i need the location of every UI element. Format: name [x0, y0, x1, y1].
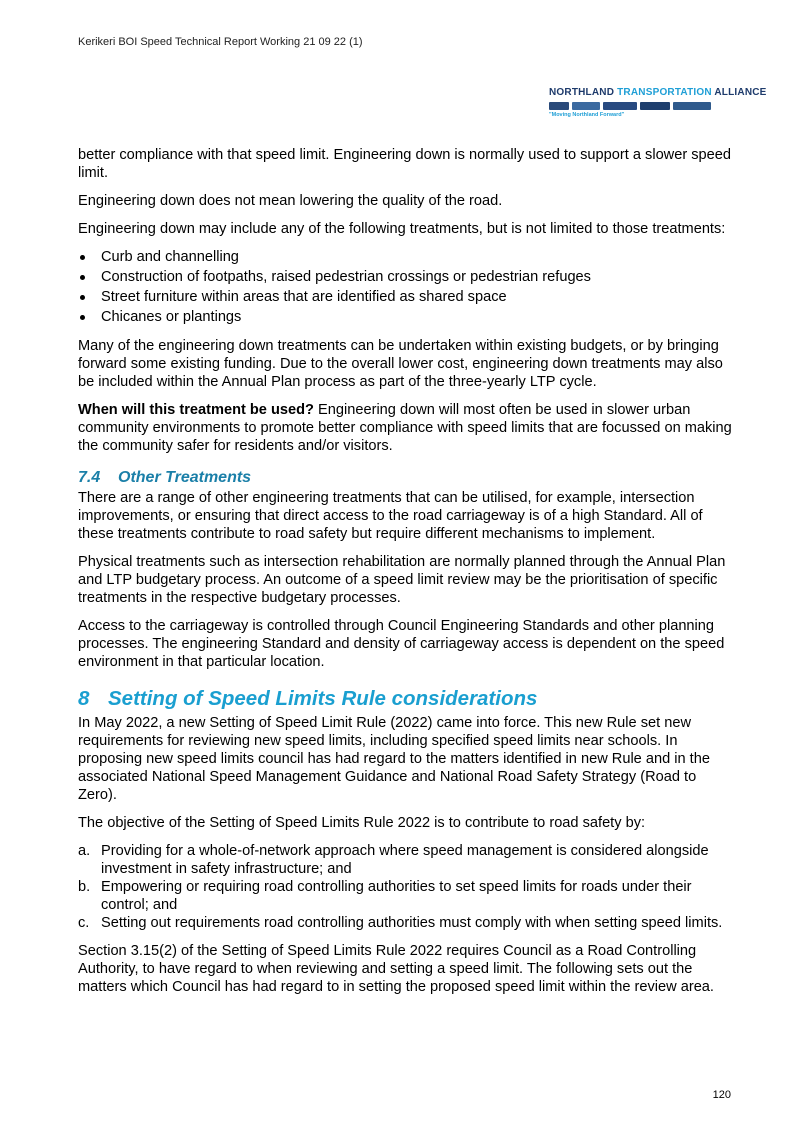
- list-item: Curb and channelling: [78, 248, 732, 266]
- paragraph: Many of the engineering down treatments can be undertaken within existing budgets, or by bringing forward some existing funding. Due to the overall lower cost, engineering down treatments may also be included within the Annual Plan process as part of the three-yearly LTP cycle.: [78, 338, 723, 390]
- list-item: [78, 878, 732, 914]
- section-number: 7.4: [78, 469, 101, 486]
- paragraph: There are a range of other engineering treatments that can be utilised, for example, intersection improvements, or ensuring that direct access to the road carriageway is of a high Standard. All of these treatments contribute to road safety but require different mechanisms to implement.: [78, 490, 703, 542]
- northland-regional-council-logo-icon: [640, 102, 670, 110]
- list-item-text: Providing for a whole-of-network approach where speed management is considered alongside investment in safety infrastructure; and: [101, 843, 709, 877]
- list-item: [78, 842, 732, 878]
- document-header-title: Kerikeri BOI Speed Technical Report Working 21 09 22 (1): [78, 36, 363, 48]
- waka-kotahi-logo-icon: [673, 102, 711, 110]
- page-body: [78, 146, 732, 1006]
- list-item: Chicanes or plantings: [78, 308, 732, 326]
- objective-list: [78, 842, 732, 932]
- partner-logos: [549, 100, 725, 112]
- logo-name: [549, 87, 767, 99]
- paragraph: Section 3.15(2) of the Setting of Speed Limits Rule 2022 requires Council as a Road Controlling Authority, to have regard to when reviewing and setting a speed limit. The following sets out the matters which Council has had regard to in setting the proposed speed limit within the review area.: [78, 943, 714, 995]
- paragraph: better compliance with that speed limit. Engineering down is normally used to support a slower speed limit.: [78, 147, 732, 181]
- list-item: Construction of footpaths, raised pedestrian crossings or pedestrian refuges: [78, 268, 732, 286]
- list-letter: b.: [78, 879, 91, 895]
- section-heading-7-4: [78, 469, 732, 487]
- list-letter: a.: [78, 843, 91, 859]
- logo-name-part2: TRANSPORTATION: [617, 87, 712, 98]
- list-item: Street furniture within areas that are identified as shared space: [78, 288, 732, 306]
- paragraph: Physical treatments such as intersection rehabilitation are normally planned through the Annual Plan and LTP budgetary process. An outcome of a speed limit review may be the prioritisation of specific treatments in the respective budgetary processes.: [78, 554, 726, 606]
- kaipara-logo-icon: [572, 102, 600, 110]
- treatment-bullet-list: [78, 248, 732, 326]
- section-title: Other Treatments: [118, 469, 252, 486]
- paragraph: The objective of the Setting of Speed Limits Rule 2022 is to contribute to road safety by:: [78, 815, 646, 831]
- section-number: 8: [78, 687, 90, 710]
- list-item: [78, 914, 732, 932]
- paragraph: In May 2022, a new Setting of Speed Limit Rule (2022) came into force. This new Rule set new requirements for reviewing new speed limits, including specified speed limits near schools. In proposing new speed limits council has had regard to the matters identified in new Rule and in the associated National Speed Management Guidance and National Road Safety Strategy (Road to Zero).: [78, 715, 710, 803]
- list-item-text: Setting out requirements road controlling authorities must comply with when setting speed limits.: [101, 915, 723, 931]
- paragraph-text: Engineering down will most often be used in slower urban community environments to promote better compliance with speed limits that are focussed on making the community safer for residents and/or visitors.: [78, 402, 732, 454]
- logo-tagline: "Moving Northland Forward": [549, 112, 625, 118]
- paragraph: Engineering down may include any of the following treatments, but is not limited to those treatments:: [78, 221, 726, 237]
- northland-transportation-alliance-logo: [549, 87, 767, 123]
- list-letter: c.: [78, 915, 90, 931]
- paragraph: Engineering down does not mean lowering the quality of the road.: [78, 193, 503, 209]
- paragraph: [78, 401, 732, 455]
- section-heading-8: [78, 686, 732, 712]
- logo-name-part1: NORTHLAND: [549, 87, 615, 98]
- logo-name-part3: ALLIANCE: [714, 87, 767, 98]
- bold-lead-in: When will this treatment be used?: [78, 402, 314, 418]
- far-north-council-logo-icon: [549, 102, 569, 110]
- section-title: Setting of Speed Limits Rule considerations: [108, 687, 538, 710]
- paragraph: Access to the carriageway is controlled through Council Engineering Standards and other planning processes. The engineering Standard and density of carriageway access is dependent on the speed environment in that particular location.: [78, 618, 725, 670]
- page-number: 120: [712, 1089, 731, 1101]
- whangarei-logo-icon: [603, 102, 637, 110]
- list-item-text: Empowering or requiring road controlling authorities to set speed limits for roads under their control; and: [101, 879, 692, 913]
